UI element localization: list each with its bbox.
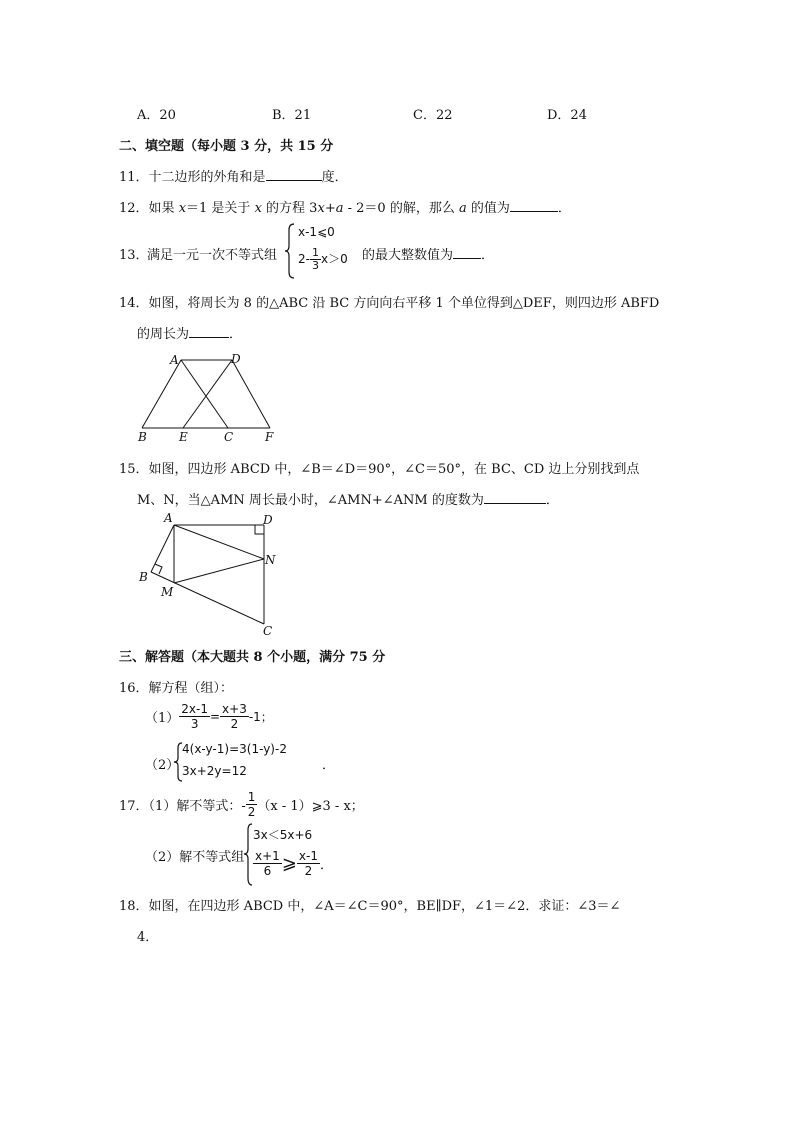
- q15-label-m: M: [161, 585, 174, 599]
- q14-text: 如图，将周长为 8 的△ABC 沿 BC 方向向右平移 1 个单位得到△DEF，则四边形 ABFD: [148, 296, 660, 311]
- section2-title: 二、填空题（每小题 3 分，共 15 分: [119, 139, 334, 154]
- q13-ineq-1: x-1⩽0: [298, 225, 335, 239]
- q13-tail: [362, 244, 494, 263]
- choice-b: B．21: [272, 108, 312, 123]
- choice-c: C．22: [413, 108, 453, 123]
- q12-var: x: [178, 201, 187, 216]
- q15-label-d: D: [263, 513, 273, 527]
- question-18-line2: 4．: [137, 930, 159, 945]
- q14-figure: [134, 348, 284, 446]
- q17-frac1-num: x+1: [255, 849, 280, 863]
- q18-number: 18．: [119, 899, 149, 914]
- q12-var: a: [458, 201, 467, 216]
- q15-label-n: N: [265, 553, 276, 567]
- q14-label-f: F: [265, 430, 274, 444]
- q14-label-a: A: [170, 353, 179, 367]
- q17-number: 17．: [119, 799, 149, 814]
- question-18-line1: [119, 895, 620, 914]
- q17-ineq-2: [253, 849, 333, 878]
- q15-blank: [484, 491, 546, 504]
- q15-text: 如图，四边形 ABCD 中，∠B＝∠D＝90°，∠C＝50°，在 BC、CD 边上分别找到点: [148, 462, 640, 477]
- q14-label-c: C: [224, 430, 234, 444]
- q17-frac-num: 1: [247, 790, 256, 804]
- q18-text: 如图，在四边形 ABCD 中，∠A＝∠C＝90°，BE∥DF，∠1＝∠2．求证：∠3＝∠: [148, 899, 621, 914]
- q15-label-c: C: [263, 624, 273, 638]
- q12-text: ＝1 是关于: [186, 201, 255, 216]
- q17-frac2-den: 2: [304, 864, 313, 878]
- q16-eq-1: 4(x-y-1)=3(1-y)-2: [182, 742, 287, 756]
- q17-part1-tail: （x - 1）⩾3 - x；: [257, 799, 364, 814]
- q11-text-end: 度．: [321, 170, 348, 185]
- q14-blank: [189, 325, 229, 338]
- question-15-line2: [137, 489, 559, 508]
- q17-part1-text: （1）解不等式：-: [148, 799, 246, 814]
- q12-text: - 2＝0 的解，那么: [343, 201, 459, 216]
- choice-d: D．24: [547, 108, 587, 123]
- q16-number: 16．: [119, 681, 149, 696]
- section3-title: 三、解答题（本大题共 8 个小题，满分 75 分: [119, 650, 386, 665]
- q13-text: 满足一元一次不等式组: [147, 248, 278, 263]
- q17-geq: ⩾: [281, 853, 297, 874]
- question-14-line2: [137, 323, 242, 342]
- question-16: [119, 677, 233, 696]
- q12-var: a: [335, 201, 344, 216]
- q12-text-end: ．: [557, 201, 571, 216]
- q14-label-e: E: [179, 430, 188, 444]
- q14-label-b: B: [138, 430, 147, 444]
- q14-end: ．: [229, 327, 243, 342]
- q17-frac1-den: 6: [263, 864, 272, 878]
- q15-label-a: A: [164, 511, 173, 525]
- q12-blank: [510, 199, 558, 212]
- q15-figure: [134, 510, 284, 640]
- q12-var: x: [317, 201, 325, 216]
- q14-label-d: D: [231, 352, 241, 366]
- q12-number: 12．: [119, 201, 149, 216]
- q13-blank: [453, 246, 481, 259]
- q13-frac-den: 3: [311, 259, 319, 272]
- q17-ineq-1: 3x＜5x+6: [253, 828, 313, 842]
- question-12: [119, 197, 571, 216]
- q13-number: 13．: [119, 248, 149, 263]
- q11-number: 11．: [119, 170, 149, 185]
- q16-part1-label: （1）: [145, 711, 180, 726]
- question-11: [119, 166, 348, 185]
- q15-end: ．: [545, 493, 559, 508]
- q15-text-2: M、N，当△AMN 周长最小时，∠AMN+∠ANM 的度数为: [137, 493, 484, 508]
- q16-frac2-num: x+3: [222, 702, 247, 716]
- q16-part1: [145, 702, 273, 731]
- q14-number: 14．: [119, 296, 149, 311]
- q13-tail-text: 的最大整数值为: [362, 248, 454, 263]
- q17-part2-label: （2）解不等式组: [145, 850, 245, 865]
- q15-number: 15．: [119, 462, 149, 477]
- q16-part2-end: ．: [322, 758, 336, 773]
- q17-frac2-num: x-1: [298, 849, 318, 863]
- q13-ineq-2-tail: x＞0: [320, 252, 348, 266]
- q13-ineq-2-part: 2-: [298, 252, 310, 266]
- q11-blank: [266, 168, 322, 181]
- q12-text: 的方程 3: [261, 201, 318, 216]
- question-17: [119, 790, 364, 819]
- q13-ineq-2: [298, 247, 348, 272]
- question-15-line1: [119, 458, 639, 477]
- q16-part2-label: （2）: [145, 758, 180, 773]
- q16-title: 解方程（组）：: [148, 681, 234, 696]
- q16-equals: =: [209, 709, 221, 724]
- q13-end: ．: [481, 248, 495, 263]
- q12-text: 的值为: [466, 201, 510, 216]
- q13-frac-num: 1: [311, 246, 319, 259]
- q16-part1-tail: -1；: [248, 710, 273, 724]
- choice-a: A．20: [137, 108, 176, 123]
- q14-text-2: 的周长为: [137, 327, 190, 342]
- q17-end: ．: [319, 858, 333, 873]
- q15-label-b: B: [139, 570, 148, 584]
- q16-frac1-den: 3: [190, 717, 199, 731]
- q17-frac-den: 2: [247, 805, 256, 819]
- question-14-line1: [119, 292, 659, 311]
- q12-var: x: [254, 201, 262, 216]
- q12-text: +: [324, 201, 336, 216]
- q16-frac1-num: 2x-1: [181, 702, 208, 716]
- q13-brace-icon: [284, 222, 296, 280]
- q11-text: 十二边形的外角和是: [148, 170, 266, 185]
- q12-text: 如果: [148, 201, 179, 216]
- q16-eq-2: 3x+2y=12: [182, 764, 247, 778]
- q16-frac2-den: 2: [230, 717, 239, 731]
